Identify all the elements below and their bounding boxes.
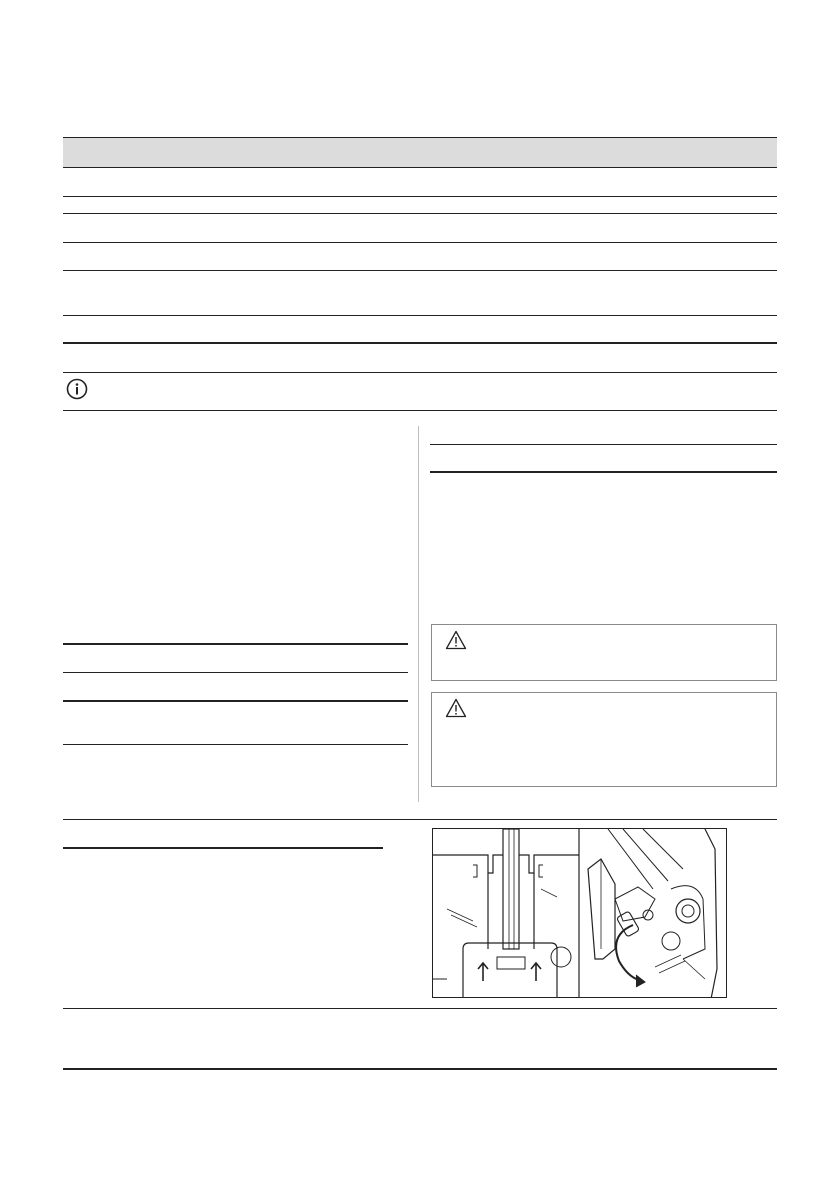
warning-box — [431, 692, 777, 787]
section-rule — [63, 819, 777, 820]
right-section-rule — [430, 471, 777, 473]
left-section-rule — [63, 700, 408, 702]
section-rule — [63, 1008, 777, 1009]
section-rule — [63, 1068, 777, 1070]
table-header — [63, 137, 777, 168]
right-row-divider — [430, 444, 777, 445]
column-divider — [418, 426, 419, 802]
info-note-bottom-rule — [63, 410, 777, 411]
table-row-divider — [63, 270, 777, 271]
table-row-divider — [63, 242, 777, 243]
warning-icon — [445, 630, 467, 650]
left-section-rule — [63, 643, 408, 645]
table-row-divider — [63, 213, 777, 214]
warning-box — [431, 624, 777, 681]
left-row-divider — [63, 744, 408, 745]
table-row-divider — [63, 315, 777, 316]
table-row-divider — [63, 196, 777, 197]
info-icon — [66, 378, 88, 400]
section-rule — [63, 847, 383, 849]
warning-icon — [445, 698, 467, 718]
table-bottom-rule — [63, 342, 777, 344]
info-note-top-rule — [63, 372, 777, 373]
left-row-divider — [63, 672, 408, 673]
hinge-illustration — [432, 828, 727, 998]
